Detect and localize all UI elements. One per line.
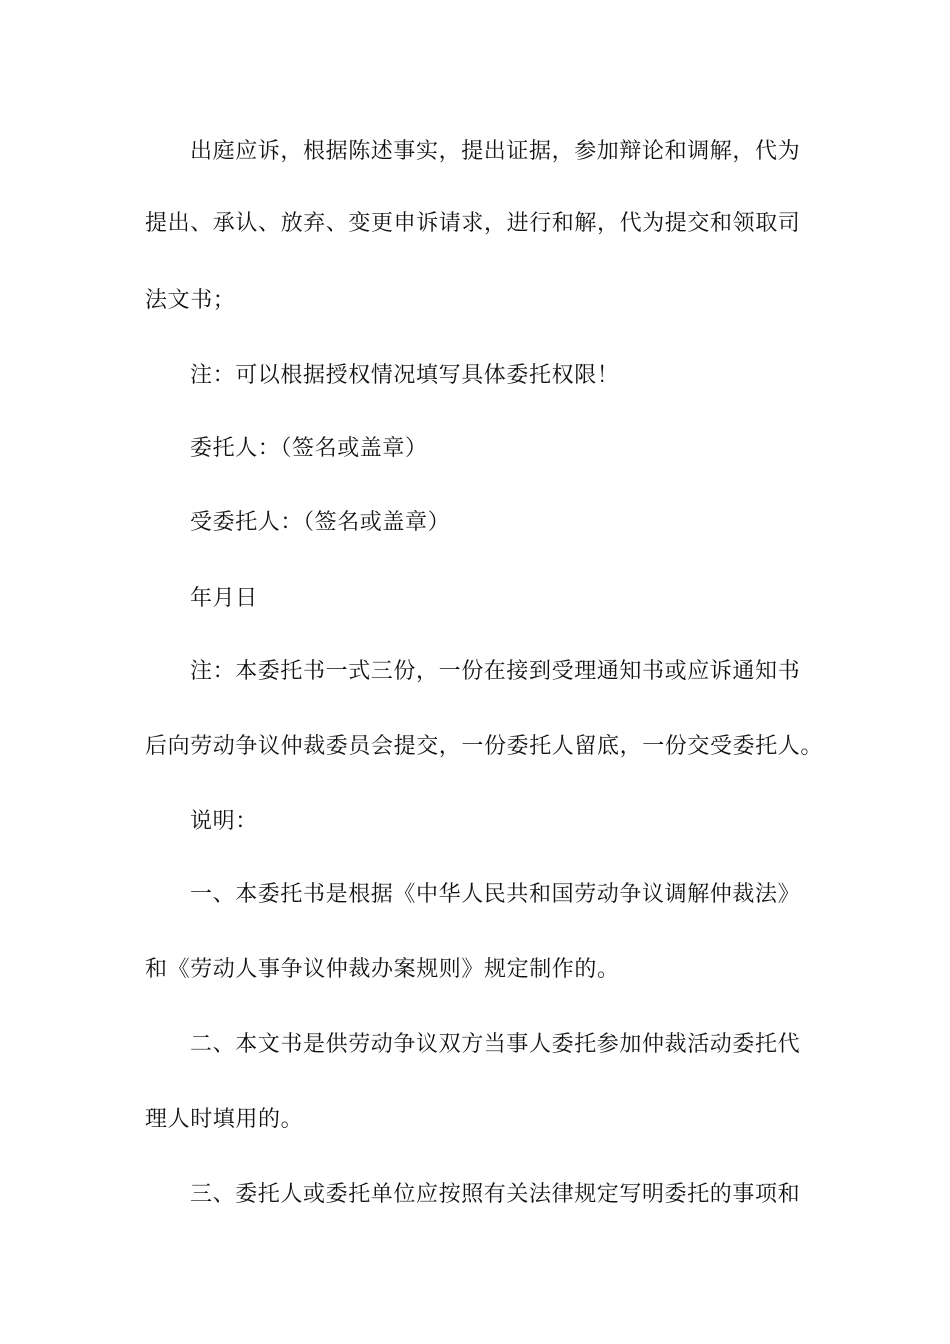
text-line: 一、本委托书是根据《中华人民共和国劳动争议调解仲裁法》: [190, 882, 801, 907]
text-line: 年月日: [190, 586, 258, 611]
text-line: 受委托人：（签名或盖章）: [190, 510, 451, 535]
text-line: 委托人：（签名或盖章）: [190, 436, 428, 461]
text-line: 和《劳动人事争议仲裁办案规则》规定制作的。: [145, 957, 620, 982]
text-line: 注：本委托书一式三份，一份在接到受理通知书或应诉通知书: [190, 659, 801, 684]
text-line: 后向劳动争议仲裁委员会提交，一份委托人留底，一份交受委托人。: [145, 734, 824, 759]
text-line: 三、委托人或委托单位应按照有关法律规定写明委托的事项和: [190, 1182, 801, 1207]
text-line: 理人时填用的。: [145, 1107, 304, 1132]
text-line: 出庭应诉，根据陈述事实，提出证据，参加辩论和调解，代为: [190, 139, 801, 164]
text-line: 二、本文书是供劳动争议双方当事人委托参加仲裁活动委托代: [190, 1032, 801, 1057]
text-line: 法文书；: [145, 288, 236, 313]
text-line: 提出、承认、放弃、变更申诉请求，进行和解，代为提交和领取司: [145, 211, 801, 236]
text-line: 说明：: [190, 809, 258, 834]
text-line: 注：可以根据授权情况填写具体委托权限！: [190, 363, 620, 388]
